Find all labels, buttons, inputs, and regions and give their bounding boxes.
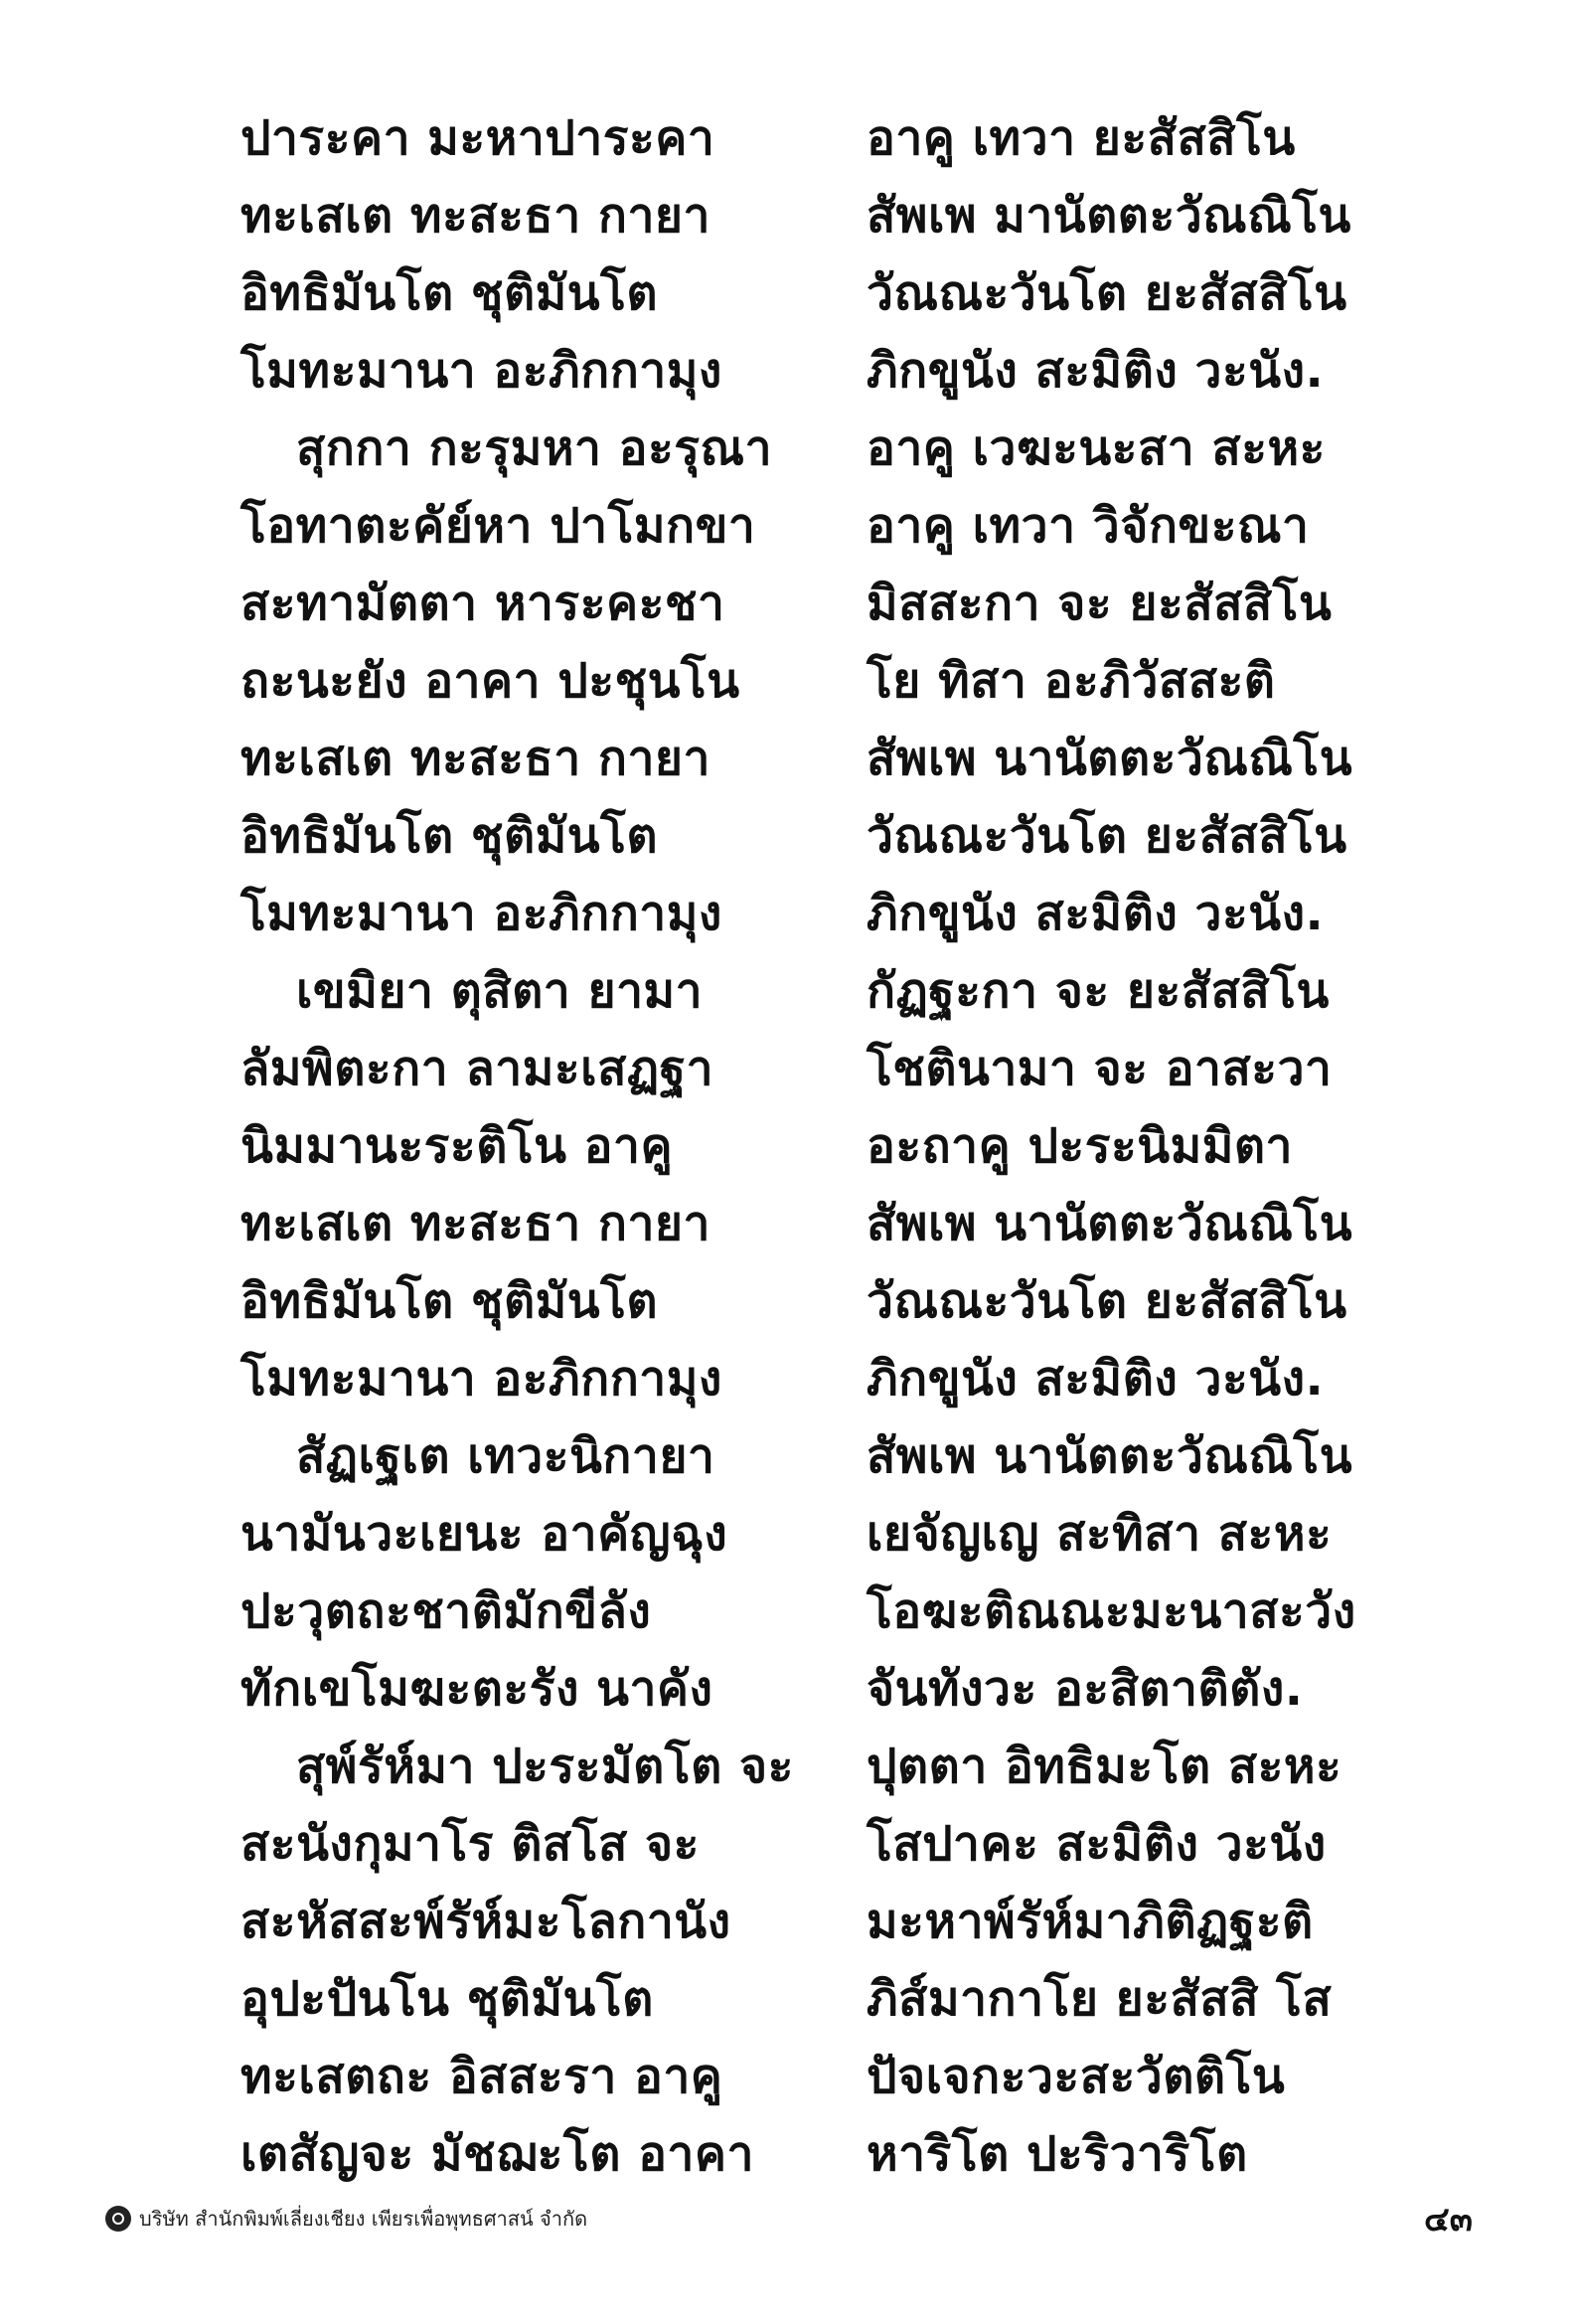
verse-line: สัพเพ นานัตตะวัณณิโน bbox=[867, 1428, 1353, 1484]
verse-line: โมทะมานา อะภิกกามุง bbox=[240, 1351, 722, 1407]
verse-line: ทะเสเต ทะสะธา กายา bbox=[240, 188, 710, 244]
verse-line: โชตินามา จะ อาสะวา bbox=[867, 1041, 1333, 1096]
verse-line: สัฏเฐเต เทวะนิกายา bbox=[296, 1428, 715, 1484]
verse-line: เขมิยา ตุสิตา ยามา bbox=[296, 963, 704, 1019]
verse-line: ปัจเจกะวะสะวัตติโน bbox=[867, 2049, 1286, 2104]
verse-line: มิสสะกา จะ ยะสัสสิโน bbox=[867, 576, 1333, 631]
verse-line: ปาระคา มะหาปาระคา bbox=[240, 110, 715, 166]
verse-line: ปะวุตถะชาติมักขีลัง bbox=[240, 1583, 652, 1639]
verse-line: วัณณะวันโต ยะสัสสิโน bbox=[867, 808, 1347, 864]
verse-line: สะทามัตตา หาระคะชา bbox=[240, 576, 725, 631]
verse-line: จันทังวะ อะสิตาติตัง. bbox=[867, 1661, 1304, 1717]
verse-line: สุกกา กะรุมหา อะรุณา bbox=[296, 420, 773, 476]
right-verse-column bbox=[867, 99, 1423, 2193]
verse-line: สะนังกุมาโร ติสโส จะ bbox=[240, 1816, 700, 1872]
verse-line: อิทธิมันโต ชุติมันโต bbox=[240, 265, 659, 321]
verse-line: หาริโต ปะริวาริโต bbox=[867, 2126, 1248, 2182]
verse-line: ทะเสเต ทะสะธา กายา bbox=[240, 1196, 710, 1251]
verse-line: อุปะปันโน ชุติมันโต bbox=[240, 1971, 654, 2027]
verse-line: เยจัญเญ สะทิสา สะหะ bbox=[867, 1506, 1333, 1562]
verse-line: โสปาคะ สะมิติง วะนัง bbox=[867, 1816, 1327, 1872]
verse-line: ลัมพิตะกา ลามะเสฏฐา bbox=[240, 1041, 714, 1096]
verse-line: อาคู เวฆะนะสา สะหะ bbox=[867, 420, 1326, 476]
verse-line: สะหัสสะพ์รัห์มะโลกานัง bbox=[240, 1894, 731, 1949]
verse-line: อาคู เทวา ยะสัสสิโน bbox=[867, 110, 1296, 166]
left-verse-column bbox=[240, 99, 797, 2193]
verse-line: วัณณะวันโต ยะสัสสิโน bbox=[867, 265, 1347, 321]
verse-line: มะหาพ์รัห์มาภิติฏฐะติ bbox=[867, 1894, 1314, 1949]
verse-line: อิทธิมันโต ชุติมันโต bbox=[240, 808, 659, 864]
publisher-name: บริษัท สำนักพิมพ์เลี่ยงเชียง เพียรเพื่อพุทธศาสน์ จำกัด bbox=[139, 2207, 588, 2231]
publisher-info bbox=[105, 2203, 587, 2235]
publisher-logo-icon bbox=[105, 2206, 131, 2232]
page-number: ๔๓ bbox=[1424, 2200, 1473, 2240]
verse-line: นามันวะเยนะ อาคัญฉุง bbox=[240, 1506, 728, 1562]
verse-line: ภิส์มากาโย ยะสัสสิ โส bbox=[867, 1971, 1333, 2027]
verse-line: โมทะมานา อะภิกกามุง bbox=[240, 886, 722, 941]
verse-line: อาคู เทวา วิจักขะณา bbox=[867, 498, 1310, 554]
verse-line: อะถาคู ปะระนิมมิตา bbox=[867, 1118, 1293, 1174]
verse-line: นิมมานะระติโน อาคู bbox=[240, 1118, 674, 1174]
verse-line: ภิกขูนัง สะมิติง วะนัง. bbox=[867, 886, 1325, 941]
verse-line: ทักเขโมฆะตะรัง นาคัง bbox=[240, 1661, 713, 1717]
verse-line: สัพเพ นานัตตะวัณณิโน bbox=[867, 731, 1353, 786]
verse-line: ทะเสเต ทะสะธา กายา bbox=[240, 731, 710, 786]
verse-line: วัณณะวันโต ยะสัสสิโน bbox=[867, 1273, 1347, 1329]
verse-line: โย ทิสา อะภิวัสสะติ bbox=[867, 653, 1276, 709]
verse-line: สัพเพ มานัตตะวัณณิโน bbox=[867, 188, 1351, 244]
verse-line: เตสัญจะ มัชฌะโต อาคา bbox=[240, 2126, 754, 2182]
verse-line: กัฏฐะกา จะ ยะสัสสิโน bbox=[867, 963, 1330, 1019]
verse-line: ถะนะยัง อาคา ปะชุนโน bbox=[240, 653, 740, 709]
verse-line: ทะเสตถะ อิสสะรา อาคู bbox=[240, 2049, 723, 2104]
verse-line: โอฆะติณณะมะนาสะวัง bbox=[867, 1583, 1356, 1639]
verse-line: สัพเพ นานัตตะวัณณิโน bbox=[867, 1196, 1353, 1251]
verse-line: สุพ์รัห์มา ปะระมัตโต จะ bbox=[296, 1739, 794, 1794]
page-footer bbox=[105, 2199, 1473, 2239]
verse-line: โมทะมานา อะภิกกามุง bbox=[240, 343, 722, 399]
verse-line: ปุตตา อิทธิมะโต สะหะ bbox=[867, 1739, 1342, 1794]
verse-line: โอทาตะคัย์หา ปาโมกขา bbox=[240, 498, 756, 554]
verse-line: ภิกขูนัง สะมิติง วะนัง. bbox=[867, 1351, 1325, 1407]
verse-line: อิทธิมันโต ชุติมันโต bbox=[240, 1273, 659, 1329]
verse-line: ภิกขูนัง สะมิติง วะนัง. bbox=[867, 343, 1325, 399]
